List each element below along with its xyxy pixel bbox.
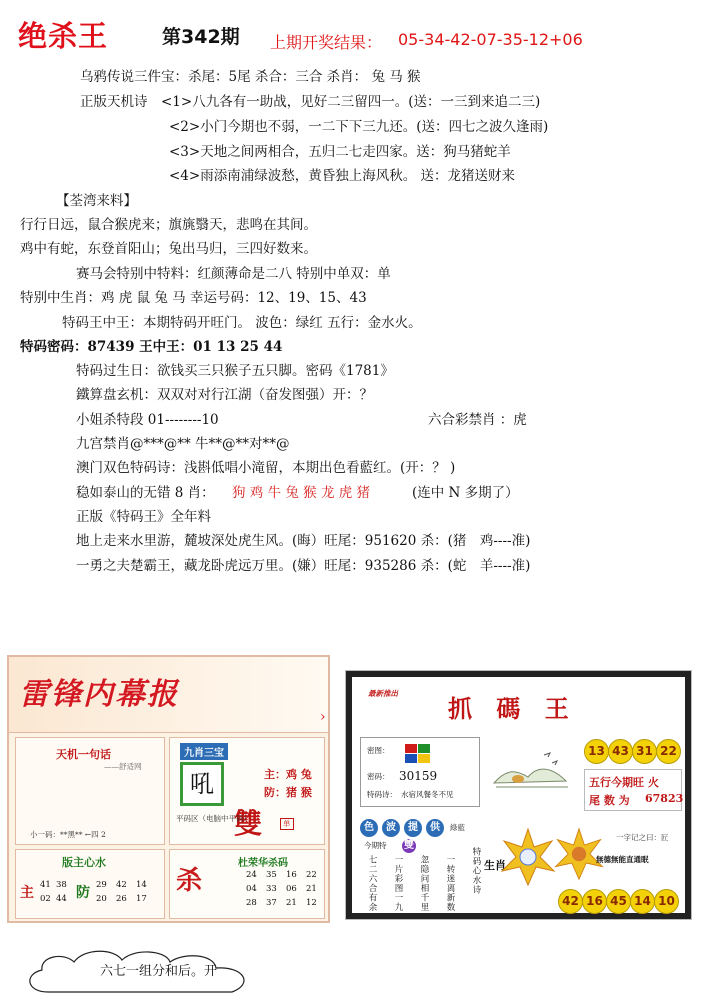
body-line-9b: 六合彩禁肖 ：虎 [428, 412, 527, 428]
five-elements-box [584, 769, 682, 811]
wind-row: 平码区（电脑中平码） [176, 814, 251, 823]
board-box [169, 737, 325, 845]
brand-title: 绝杀王 [18, 19, 109, 53]
microsoft-logo-icon [405, 744, 431, 764]
kill-number: 24 [246, 870, 257, 880]
body-line-13: 正版《特码王》全年料 [76, 509, 211, 525]
last-result-numbers: 05-34-42-07-35-12+06 [398, 30, 583, 49]
heart-number: 02 [40, 894, 51, 904]
body-line-5: 特码王中王：本期特码开旺门。 波色：绿红 五行：金水火。 [62, 315, 422, 331]
shuang-note: 单 [280, 818, 294, 830]
poem-line-2: <2>小门今期也不弱，一二下下三九还。(送：四七之波久逢雨) [169, 119, 549, 135]
body-line-14: 地上走来水里游，麓坡深处虎生风。(晦）旺尾：951620 杀：(猪 鸡----准) [76, 533, 531, 549]
starburst-icon [552, 827, 606, 881]
motto-text: 無德無能直通眠 [596, 855, 649, 864]
body-line-7: 特码过生日：欲钱买三只猴子五只脚。密码《1781》 [76, 363, 394, 379]
body-line-6: 特码密码：87439 王中王：01 13 25 44 [20, 339, 283, 355]
vertical-text: 特码心水诗 [471, 847, 481, 895]
kill-number: 21 [306, 884, 317, 894]
right-panel-topbar [346, 671, 691, 677]
tail-label: 尾 数 为 [589, 794, 630, 807]
kill-char: 杀 [176, 866, 203, 896]
body-line-1: 行行日远，鼠合猴虎来；旗旐翳天，悲鸣在其间。 [20, 217, 317, 233]
teqi-value: 水宿风餐冬不见 [401, 790, 454, 799]
kill-number: 37 [266, 898, 277, 908]
poem-line-1: 正版天机诗 <1>八九各有一助战，见好二三留四一。(送：一三到来追二三) [80, 94, 541, 110]
board-title: 九肖三宝 [180, 743, 228, 760]
landscape-art [488, 737, 574, 807]
color-char: 提 [404, 819, 422, 837]
heart-number: 44 [56, 894, 67, 904]
code-value: 30159 [399, 769, 438, 783]
color-extra: 綠藍 [450, 823, 465, 832]
kill-number: 35 [266, 870, 277, 880]
heart-number: 26 [116, 894, 127, 904]
five-elements: 五行今期旺 火 [589, 776, 659, 789]
ball-bottom: 16 [582, 889, 607, 914]
ball-bottom: 14 [630, 889, 655, 914]
heart-title: 版主心水 [62, 856, 106, 869]
newest-label: 最新推出 [368, 689, 398, 698]
teqi-label: 特码诗： [367, 790, 397, 799]
last-result-label: 上期开奖结果： [270, 33, 383, 52]
chevron-right-icon: › [320, 709, 326, 725]
kill-number: 06 [286, 884, 297, 894]
body-line-8: 鐵算盘玄机：双双对对行江湖（奋发图强）开：？ [76, 387, 373, 403]
heart-box [15, 849, 165, 919]
body-line-12-label: 稳如泰山的无错 8 肖： [76, 485, 215, 501]
kill-number: 22 [306, 870, 317, 880]
tail-value: 67823 [645, 792, 684, 805]
left-panel-title: 雷锋内幕报 [19, 677, 179, 712]
mima-label: 密图： [367, 746, 390, 755]
ball-bottom: 10 [654, 889, 679, 914]
right-panel-leftbar [346, 671, 352, 919]
heart-number: 41 [40, 880, 51, 890]
body-line-12-zodiacs: 狗 鸡 牛 兔 猴 龙 虎 猪 [232, 485, 371, 501]
ball-top: 43 [608, 739, 633, 764]
ball-bottom: 42 [558, 889, 583, 914]
ball-top: 13 [584, 739, 609, 764]
kill-number: 16 [286, 870, 297, 880]
body-line-4: 特别中生肖：鸡 虎 鼠 兔 马 幸运号码：12、19、15、43 [20, 290, 367, 306]
right-panel-bottombar [346, 913, 691, 919]
heart-number: 17 [136, 894, 147, 904]
color-char: 色 [360, 819, 378, 837]
kill-number: 04 [246, 884, 257, 894]
body-line-12-note: (连中 N 多期了） [412, 485, 519, 501]
motto-title: 一字记之曰：匠 [616, 833, 669, 842]
heart-number: 38 [56, 880, 67, 890]
body-line-11: 澳门双色特码诗：浅斟低唱小滝留，本期出色看藍红。(开：？ ) [76, 460, 456, 476]
heart-number: 14 [136, 880, 147, 890]
code-box [360, 737, 480, 807]
body-line-9: 小姐杀特段 01--------10 [76, 412, 219, 428]
kill-number: 33 [266, 884, 277, 894]
kill-title: 杜荣华杀码 [238, 858, 288, 869]
zodiac-label: 生肖 [484, 859, 506, 872]
vertical-text: 忽隐问相千里 [419, 855, 429, 912]
period-label: 今期特 [364, 841, 387, 850]
ball-top: 22 [656, 739, 681, 764]
right-panel-title: 抓 碼 王 [448, 694, 577, 723]
ball-top: 31 [632, 739, 657, 764]
body-line-3: 赛马会特别中特料：红颜薄命是二八 特别中单双：单 [76, 266, 391, 282]
vertical-text: 一片彩图一九 [393, 855, 403, 912]
heaven-author: ——舒适网 [104, 762, 142, 771]
body-line-15: 一勇之夫楚霸王，藏龙卧虎远万里。(嫌）旺尾：935286 杀：(蛇 羊----准) [76, 558, 531, 574]
ball-bottom: 45 [606, 889, 631, 914]
guard-zodiac: 防：猪 猴 [264, 786, 312, 799]
poem-line-3: <3>天地之间两相合，五归二七走四家。送：狗马猪蛇羊 [169, 144, 511, 160]
heaven-title: 天机一句话 [56, 748, 111, 761]
color-char: 供 [426, 819, 444, 837]
main-zodiac: 主：鸡 兔 [264, 768, 312, 781]
big-char-frame [180, 762, 224, 806]
kill-box [169, 849, 325, 919]
crow-line: 乌鸦传说三件宝：杀尾：5尾 杀合：三合 杀肖： 兔 马 猴 [80, 69, 421, 85]
body-line-10: 九宫禁肖@***@** 牛**@**对**@ [76, 436, 290, 452]
vertical-text: 一转迷离新数 [445, 855, 455, 912]
heart-main-label: 主 [20, 885, 34, 901]
period-shuang: 雙 [404, 840, 414, 851]
right-panel [345, 670, 692, 920]
small-row: 小一码：**黑** ←四 2 [30, 830, 106, 839]
right-panel-rightbar [685, 671, 691, 919]
heart-number: 29 [96, 880, 107, 890]
starburst-icon [498, 827, 558, 887]
kill-number: 12 [306, 898, 317, 908]
cloud-text: 六七一组分和后。开 [100, 964, 218, 979]
code-label: 密码： [367, 772, 390, 781]
poem-line-4: <4>雨添南浦绿波愁，黄昏独上海风秋。 送：龙猪送财来 [169, 168, 516, 184]
heart-fang-label: 防 [76, 885, 90, 901]
body-line-2: 鸡中有蛇，东登首阳山；兔出马归，三四好数来。 [20, 241, 317, 257]
left-panel-header [9, 657, 328, 733]
heart-number: 42 [116, 880, 127, 890]
kill-number: 21 [286, 898, 297, 908]
vertical-text: 七二六合有余 [367, 855, 377, 912]
big-char: 吼 [190, 770, 214, 798]
heaven-box [15, 737, 165, 845]
kill-number: 28 [246, 898, 257, 908]
shuang-char: 雙 [234, 807, 263, 840]
heart-number: 20 [96, 894, 107, 904]
left-panel [7, 655, 330, 923]
issue-number: 第342期 [162, 26, 240, 48]
color-char: 波 [382, 819, 400, 837]
section-title: 【荃湾来料】 [56, 193, 137, 209]
